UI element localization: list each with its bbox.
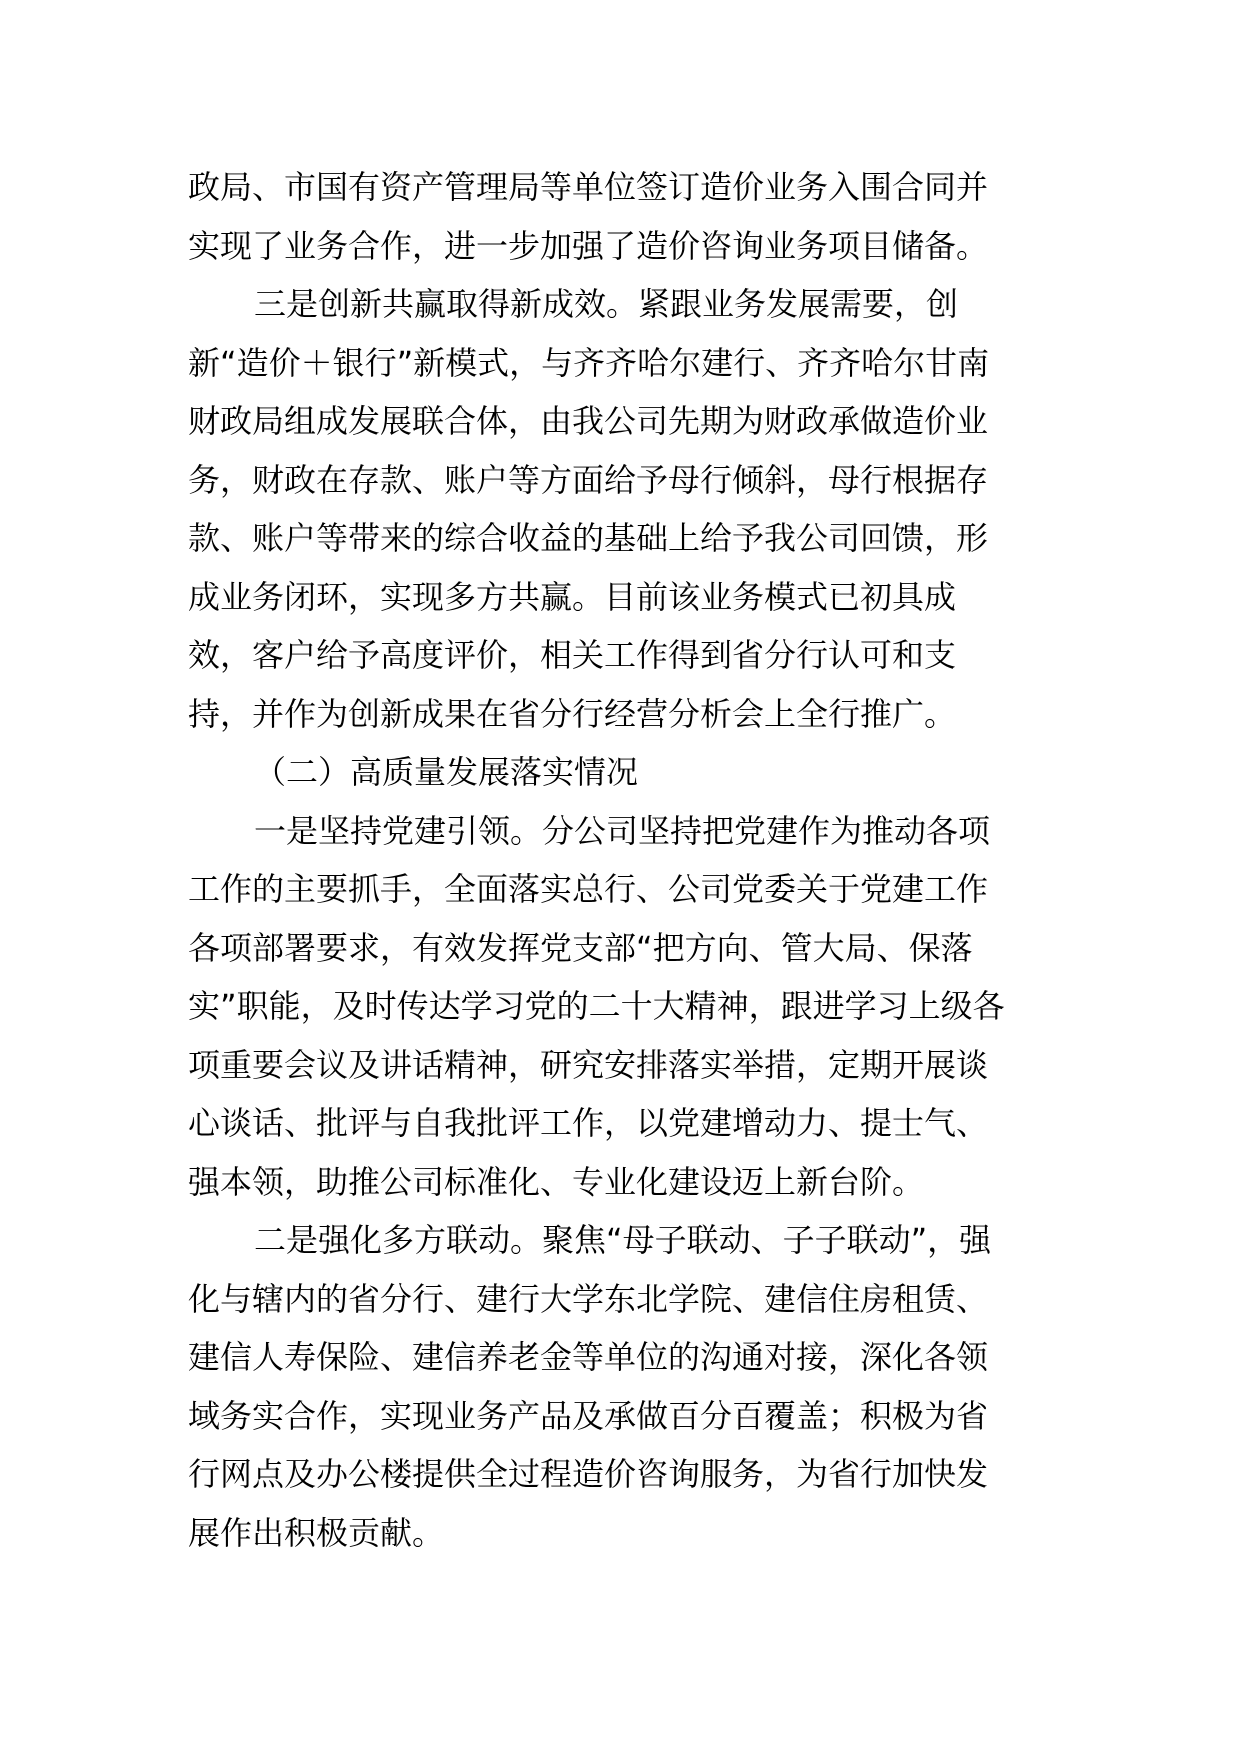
text-line: 域务实合作，实现业务产品及承做百分百覆盖；积极为省: [188, 1396, 989, 1435]
text-line: 行网点及办公楼提供全过程造价咨询服务，为省行加快发: [188, 1455, 989, 1493]
text-line: 财政局组成发展联合体，由我公司先期为财政承做造价业: [188, 402, 989, 440]
text-line: 建信人寿保险、建信养老金等单位的沟通对接，深化各领: [188, 1338, 989, 1376]
text-line: 成业务闭环，实现多方共赢。目前该业务模式已初具成: [188, 577, 957, 616]
text-line: 务，财政在存款、账户等方面给予母行倾斜，母行根据存: [188, 460, 989, 499]
text-line: 效，客户给予高度评价，相关工作得到省分行认可和支: [188, 636, 957, 674]
text-line: 实现了业务合作，进一步加强了造价咨询业务项目储备。: [188, 226, 989, 265]
section-heading: （二）高质量发展落实情况: [254, 753, 639, 791]
text-line: 款、账户等带来的综合收益的基础上给予我公司回馈，形: [188, 519, 989, 557]
paragraph-start-line: 二是强化多方联动。聚焦“母子联动、子子联动”，强: [254, 1221, 992, 1259]
text-line: 工作的主要抓手，全面落实总行、公司党委关于党建工作: [188, 870, 989, 908]
text-line: 持，并作为创新成果在省分行经营分析会上全行推广。: [188, 694, 957, 733]
text-line: 政局、市国有资产管理局等单位签订造价业务入围合同并: [188, 168, 989, 206]
text-line: 各项部署要求，有效发挥党支部“把方向、管大局、保落: [188, 928, 973, 967]
text-line: 展作出积极贡献。: [188, 1513, 445, 1552]
text-line: 心谈话、批评与自我批评工作，以党建增动力、提士气、: [188, 1104, 989, 1142]
text-line: 新“造价＋银行”新模式，与齐齐哈尔建行、齐齐哈尔甘南: [188, 343, 990, 382]
text-line: 强本领，助推公司标准化、专业化建设迈上新台阶。: [188, 1162, 925, 1201]
text-line: 实”职能，及时传达学习党的二十大精神，跟进学习上级各: [188, 987, 1005, 1025]
text-line: 项重要会议及讲话精神，研究安排落实举措，定期开展谈: [188, 1045, 989, 1084]
paragraph-start-line: 三是创新共赢取得新成效。紧跟业务发展需要，创: [254, 285, 959, 323]
text-line: 化与辖内的省分行、建行大学东北学院、建信住房租赁、: [188, 1279, 989, 1318]
document-body: [188, 158, 1068, 1562]
paragraph-start-line: 一是坚持党建引领。分公司坚持把党建作为推动各项: [254, 811, 991, 850]
